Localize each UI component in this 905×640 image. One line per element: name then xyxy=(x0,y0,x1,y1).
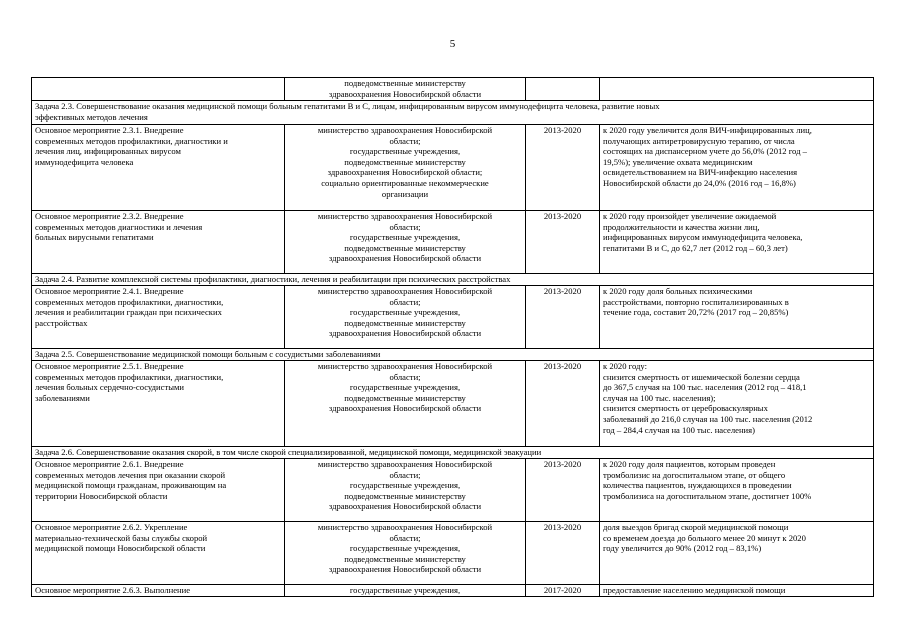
years-cell: 2013-2020 xyxy=(526,211,600,274)
task-row xyxy=(32,447,874,459)
executor-cell: министерство здравоохранения Новосибирской области; государственные учреждения, подведомственные министерству здравоохранения Новосибирской области; социально ориентированные некоммерческие организации xyxy=(285,125,526,211)
program-activities-table xyxy=(31,77,874,597)
executor-cell: министерство здравоохранения Новосибирской области; государственные учреждения, подведомственные министерству здравоохранения Новосибирской области xyxy=(285,522,526,585)
years-cell: 2013-2020 xyxy=(526,522,600,585)
executor-cell: государственные учреждения, xyxy=(285,585,526,597)
table-row xyxy=(32,125,874,211)
task-row xyxy=(32,274,874,286)
years-cell: 2013-2020 xyxy=(526,286,600,349)
years-cell xyxy=(526,78,600,101)
activity-cell xyxy=(32,78,285,101)
activity-cell: Основное мероприятие 2.4.1. Внедрение современных методов профилактики, диагностики, лечения и реабилитации граждан при психических расстройствах xyxy=(32,286,285,349)
result-cell xyxy=(600,78,874,101)
table-row xyxy=(32,286,874,349)
result-cell: предоставление населению медицинской помощи xyxy=(600,585,874,597)
activity-cell: Основное мероприятие 2.6.1. Внедрение современных методов лечения при оказании скорой медицинской помощи гражданам, проживающим на территории Новосибирской области xyxy=(32,459,285,522)
table-row xyxy=(32,361,874,447)
years-cell: 2013-2020 xyxy=(526,125,600,211)
table-row xyxy=(32,211,874,274)
result-cell: к 2020 году доля больных психическими расстройствами, повторно госпитализированных в течение года, составит 20,72% (2017 год – 20,85%) xyxy=(600,286,874,349)
task-row xyxy=(32,349,874,361)
result-cell: к 2020 году: снизится смертность от ишемической болезни сердца до 367,5 случая на 100 тыс. населения (2012 год – 418,1 случая на 100 тыс. населения); снизится смертность от цереброваскулярных заболеваний до 216,0 случая на 100 тыс. населения (2012 год – 284,4 случая на 100 тыс. населения) xyxy=(600,361,874,447)
task-heading: Задача 2.6. Совершенствование оказания скорой, в том числе скорой специализированной, медицинской помощи, медицинской эвакуации xyxy=(32,447,874,459)
result-cell: доля выездов бригад скорой медицинской помощи со временем доезда до больного менее 20 минут к 2020 году увеличится до 90% (2012 год – 83,1%) xyxy=(600,522,874,585)
task-heading: Задача 2.3. Совершенствование оказания медицинской помощи больным гепатитами B и C, лицам, инфицированным вирусом иммунодефицита человека, развитие новых эффективных методов лечения xyxy=(32,101,874,125)
activity-cell: Основное мероприятие 2.6.2. Укрепление материально-технической базы службы скорой медицинской помощи Новосибирской области xyxy=(32,522,285,585)
executor-cell: подведомственные министерству здравоохранения Новосибирской области xyxy=(285,78,526,101)
result-cell: к 2020 году произойдет увеличение ожидаемой продолжительности и качества жизни лиц, инфицированных вирусом иммунодефицита человека, гепатитами B и C, до 62,7 лет (2012 год – 60,3 лет) xyxy=(600,211,874,274)
table-row xyxy=(32,459,874,522)
result-cell: к 2020 году увеличится доля ВИЧ-инфицированных лиц, получающих антиретровирусную терапию, от числа состоящих на диспансерном учете до 56,0% (2012 год – 19,5%); увеличение охвата медицинским освидетельствованием на ВИЧ-инфекцию населения Новосибирской области до 24,0% (2016 год – 16,8%) xyxy=(600,125,874,211)
table-row xyxy=(32,522,874,585)
task-heading: Задача 2.4. Развитие комплексной системы профилактики, диагностики, лечения и реабилитации при психических расстройствах xyxy=(32,274,874,286)
table-row xyxy=(32,78,874,101)
task-row xyxy=(32,101,874,125)
activity-cell: Основное мероприятие 2.5.1. Внедрение современных методов профилактики, диагностики, лечения больных сердечно-сосудистыми заболеваниями xyxy=(32,361,285,447)
table-row xyxy=(32,585,874,597)
activity-cell: Основное мероприятие 2.6.3. Выполнение xyxy=(32,585,285,597)
activity-cell: Основное мероприятие 2.3.2. Внедрение современных методов диагностики и лечения больных вирусными гепатитами xyxy=(32,211,285,274)
activity-cell: Основное мероприятие 2.3.1. Внедрение современных методов профилактики, диагностики и лечения лиц, инфицированных вирусом иммунодефицита человека xyxy=(32,125,285,211)
executor-cell: министерство здравоохранения Новосибирской области; государственные учреждения, подведомственные министерству здравоохранения Новосибирской области xyxy=(285,211,526,274)
years-cell: 2013-2020 xyxy=(526,459,600,522)
result-cell: к 2020 году доля пациентов, которым проведен тромболизис на догоспитальном этапе, от общего количества пациентов, нуждающихся в проведении тромболизиса на догоспитальном этапе, достигнет 100% xyxy=(600,459,874,522)
executor-cell: министерство здравоохранения Новосибирской области; государственные учреждения, подведомственные министерству здравоохранения Новосибирской области xyxy=(285,459,526,522)
years-cell: 2013-2020 xyxy=(526,361,600,447)
executor-cell: министерство здравоохранения Новосибирской области; государственные учреждения, подведомственные министерству здравоохранения Новосибирской области xyxy=(285,361,526,447)
executor-cell: министерство здравоохранения Новосибирской области; государственные учреждения, подведомственные министерству здравоохранения Новосибирской области xyxy=(285,286,526,349)
task-heading: Задача 2.5. Совершенствование медицинской помощи больным с сосудистыми заболеваниями xyxy=(32,349,874,361)
page-number: 5 xyxy=(449,38,456,50)
years-cell: 2017-2020 xyxy=(526,585,600,597)
